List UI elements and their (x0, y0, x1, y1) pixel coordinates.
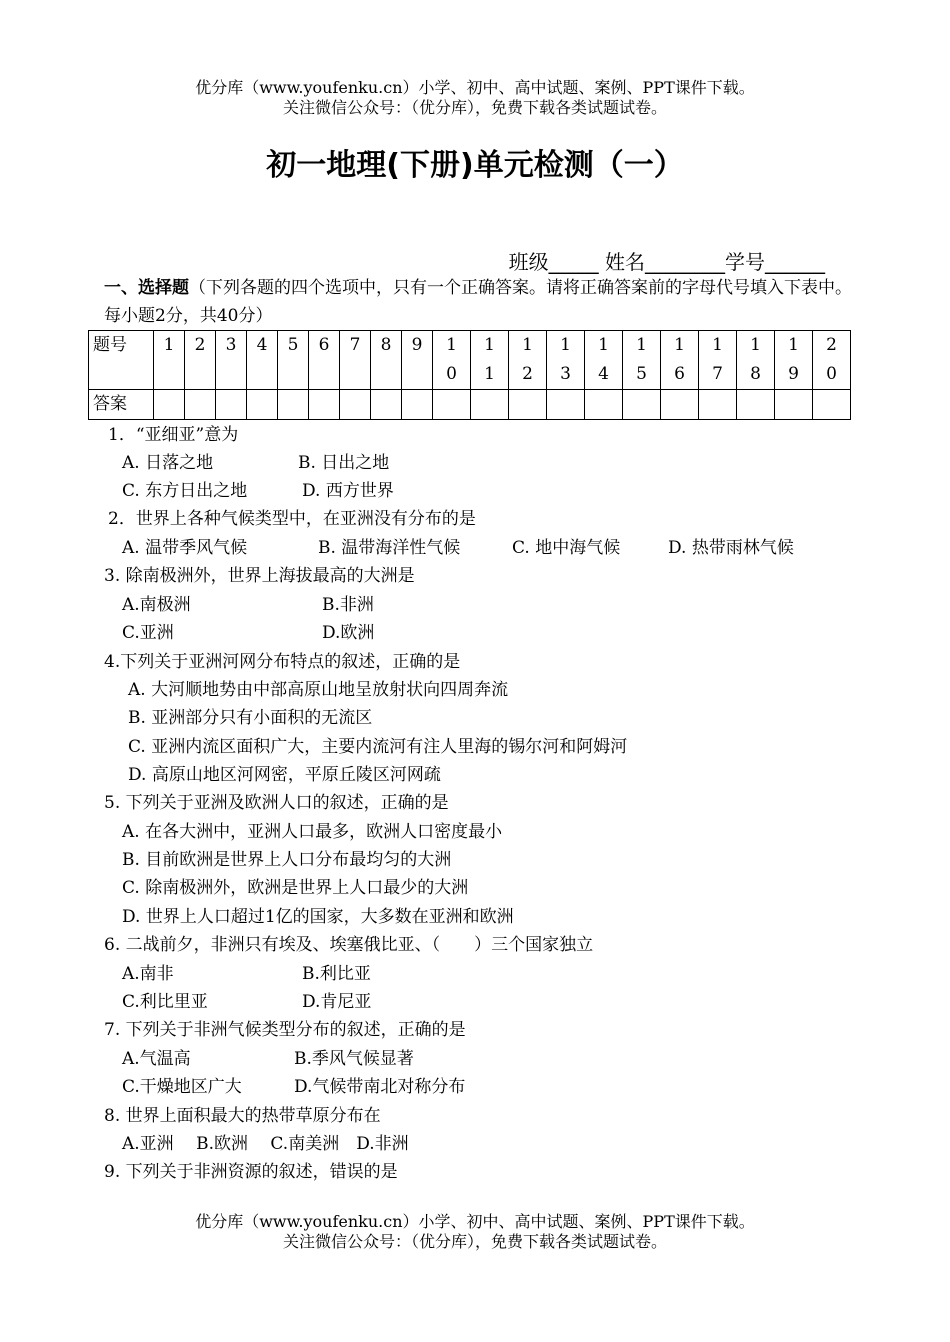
answer-cell[interactable] (509, 390, 547, 420)
footer-line-2: 关注微信公众号：（优分库），免费下载各类试题试卷。 (282, 1232, 667, 1251)
table-cell-number: 7 (340, 331, 371, 390)
question-1-option-a: A. 日落之地 (122, 453, 214, 473)
question-5-option-c: C. 除南极洲外，欧洲是世界上人口最少的大洲 (122, 878, 469, 898)
page-title: 初一地理(下册)单元检测（一） (266, 148, 684, 183)
question-2-option-a: A. 温带季风气候 (122, 538, 248, 558)
question-2-option-c: C. 地中海气候 (512, 538, 621, 558)
answer-cell[interactable] (661, 390, 699, 420)
question-1-stem: 1．“亚细亚”意为 (108, 425, 239, 445)
question-7-option-a: A.气温高 (122, 1049, 191, 1069)
answer-table-number-row (89, 331, 851, 390)
question-3-option-c: C.亚洲 (122, 623, 174, 643)
question-4-option-a: A. 大河顺地势由中部高原山地呈放射状向四周奔流 (128, 680, 509, 700)
answer-cell[interactable] (585, 390, 623, 420)
question-1-option-d: D. 西方世界 (302, 481, 394, 501)
question-3-option-b: B.非洲 (322, 595, 374, 615)
answer-cell[interactable] (247, 390, 278, 420)
question-5-stem: 5. 下列关于亚洲及欧洲人口的叙述，正确的是 (104, 793, 449, 813)
answer-cell[interactable] (185, 390, 216, 420)
question-4-stem: 4.下列关于亚洲河网分布特点的叙述，正确的是 (104, 652, 461, 672)
table-cell-number: 1 2 (509, 331, 547, 390)
question-5-option-b: B. 目前欧洲是世界上人口分布最均匀的大洲 (122, 850, 452, 870)
question-5-option-a: A. 在各大洲中，亚洲人口最多，欧洲人口密度最小 (122, 822, 503, 842)
answer-cell[interactable] (471, 390, 509, 420)
question-3-stem: 3. 除南极洲外，世界上海拔最高的大洲是 (104, 566, 415, 586)
table-label-answer: 答案 (89, 390, 154, 420)
question-6-option-c: C.利比里亚 (122, 992, 208, 1012)
table-cell-number: 1 9 (775, 331, 813, 390)
table-cell-number: 6 (309, 331, 340, 390)
answer-cell[interactable] (813, 390, 851, 420)
table-cell-number: 1 7 (699, 331, 737, 390)
table-cell-number: 1 5 (623, 331, 661, 390)
answer-cell[interactable] (216, 390, 247, 420)
student-info: 班级_____ 姓名________学号______ (508, 250, 825, 274)
question-4-option-c: C. 亚洲内流区面积广大，主要内流河有注人里海的锡尔河和阿姆河 (128, 737, 628, 757)
table-cell-number: 1 (154, 331, 185, 390)
question-3-option-d: D.欧洲 (322, 623, 375, 643)
question-6-option-b: B.利比亚 (302, 964, 371, 984)
table-cell-number: 8 (371, 331, 402, 390)
answer-cell[interactable] (340, 390, 371, 420)
question-9-stem: 9. 下列关于非洲资源的叙述，错误的是 (104, 1162, 398, 1182)
answer-cell[interactable] (623, 390, 661, 420)
answer-cell[interactable] (402, 390, 433, 420)
question-7-stem: 7. 下列关于非洲气候类型分布的叙述，正确的是 (104, 1020, 466, 1040)
table-cell-number: 1 0 (433, 331, 471, 390)
question-4-option-d: D. 高原山地区河网密，平原丘陵区河网疏 (128, 765, 441, 785)
section-1-instructions: （下列各题的四个选项中，只有一个正确答案。请将正确答案前的字母代号填入下表中。每小题2分，共40分） (104, 278, 852, 326)
question-1-option-b: B. 日出之地 (298, 453, 390, 473)
table-cell-number: 1 6 (661, 331, 699, 390)
answer-cell[interactable] (737, 390, 775, 420)
answer-cell[interactable] (433, 390, 471, 420)
answer-cell[interactable] (371, 390, 402, 420)
table-cell-number: 5 (278, 331, 309, 390)
question-2-stem: 2．世界上各种气候类型中，在亚洲没有分布的是 (108, 509, 476, 529)
question-7-option-b: B.季风气候显著 (294, 1049, 414, 1069)
section-1 (104, 274, 854, 330)
answer-table-answer-row (89, 390, 851, 420)
question-8-options: A.亚洲 B.欧洲 C.南美洲 D.非洲 (122, 1134, 409, 1154)
question-2-option-d: D. 热带雨林气候 (668, 538, 794, 558)
header-line-1: 优分库（www.youfenku.cn）小学、初中、高中试题、案例、PPT课件下载。 (195, 78, 755, 97)
table-cell-number: 1 8 (737, 331, 775, 390)
answer-cell[interactable] (154, 390, 185, 420)
header-line-2: 关注微信公众号：（优分库），免费下载各类试题试卷。 (282, 98, 667, 117)
question-8-stem: 8. 世界上面积最大的热带草原分布在 (104, 1106, 381, 1126)
footer-line-1: 优分库（www.youfenku.cn）小学、初中、高中试题、案例、PPT课件下载。 (195, 1212, 755, 1231)
table-cell-number: 1 1 (471, 331, 509, 390)
answer-cell[interactable] (278, 390, 309, 420)
question-6-option-a: A.南非 (122, 964, 174, 984)
table-cell-number: 9 (402, 331, 433, 390)
answer-table (88, 330, 851, 420)
table-cell-number: 1 4 (585, 331, 623, 390)
table-cell-number: 4 (247, 331, 278, 390)
answer-cell[interactable] (309, 390, 340, 420)
table-cell-number: 2 0 (813, 331, 851, 390)
question-2-option-b: B. 温带海洋性气候 (318, 538, 461, 558)
question-1-option-c: C. 东方日出之地 (122, 481, 248, 501)
table-cell-number: 2 (185, 331, 216, 390)
answer-cell[interactable] (775, 390, 813, 420)
section-1-heading: 一、选择题 (104, 278, 189, 298)
question-7-option-d: D.气候带南北对称分布 (294, 1077, 466, 1097)
question-6-option-d: D.肯尼亚 (302, 992, 372, 1012)
answer-cell[interactable] (699, 390, 737, 420)
question-7-option-c: C.干燥地区广大 (122, 1077, 242, 1097)
question-5-option-d: D. 世界上人口超过1亿的国家，大多数在亚洲和欧洲 (122, 907, 514, 927)
answer-cell[interactable] (547, 390, 585, 420)
table-cell-number: 1 3 (547, 331, 585, 390)
question-6-stem: 6. 二战前夕，非洲只有埃及、埃塞俄比亚、（ ）三个国家独立 (104, 935, 594, 955)
table-label-question-number: 题号 (89, 331, 154, 390)
question-3-option-a: A.南极洲 (122, 595, 191, 615)
question-4-option-b: B. 亚洲部分只有小面积的无流区 (128, 708, 373, 728)
table-cell-number: 3 (216, 331, 247, 390)
